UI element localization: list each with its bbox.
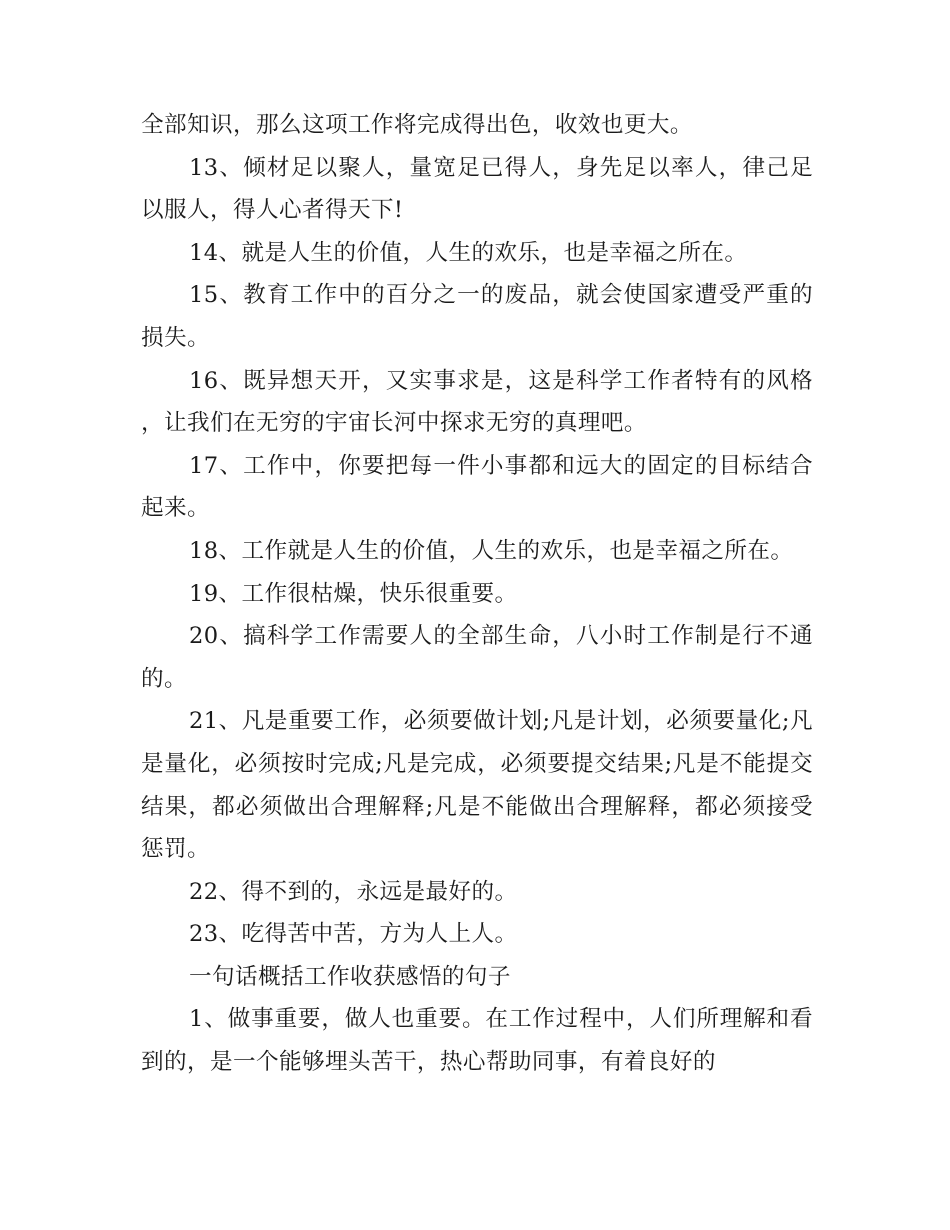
paragraph-item-13: 13、倾材足以聚人，量宽足已得人，身先足以率人，律己足以服人，得人心者得天下! xyxy=(141,154,813,224)
paragraph-item-18: 18、工作就是人生的价值，人生的欢乐，也是幸福之所在。 xyxy=(189,537,794,564)
paragraph-item-19: 19、工作很枯燥，快乐很重要。 xyxy=(189,580,518,607)
paragraph-item-1: 1、做事重要，做人也重要。在工作过程中，人们所理解和看到的，是一个能够埋头苦干，热心帮助同事，有着良好的 xyxy=(141,1006,813,1076)
paragraph-item-17: 17、工作中，你要把每一件小事都和远大的固定的目标结合起来。 xyxy=(141,452,813,522)
section-heading: 一句话概括工作收获感悟的句子 xyxy=(189,963,511,990)
paragraph-item-21: 21、凡是重要工作，必须要做计划;凡是计划，必须要量化;凡是量化，必须按时完成;凡是完成，必须要提交结果;凡是不能提交结果，都必须做出合理解释;凡是不能做出合理解释，都必须接受惩罚。 xyxy=(141,708,813,863)
paragraph-item-15: 15、教育工作中的百分之一的废品，就会使国家遭受严重的损失。 xyxy=(141,282,813,351)
paragraph-continuation: 全部知识，那么这项工作将完成得出色，收效也更大。 xyxy=(141,112,693,138)
paragraph-item-14: 14、就是人生的价值，人生的欢乐，也是幸福之所在。 xyxy=(189,239,748,266)
paragraph-item-22: 22、得不到的，永远是最好的。 xyxy=(189,878,518,905)
paragraph-item-16: 16、既异想天开，又实事求是，这是科学工作者特有的风格，让我们在无穷的宇宙长河中探求无穷的真理吧。 xyxy=(141,367,813,437)
body-text xyxy=(141,104,813,1084)
paragraph-item-20: 20、搞科学工作需要人的全部生命，八小时工作制是行不通的。 xyxy=(141,623,813,692)
paragraph-item-23: 23、吃得苦中苦，方为人上人。 xyxy=(189,921,518,948)
